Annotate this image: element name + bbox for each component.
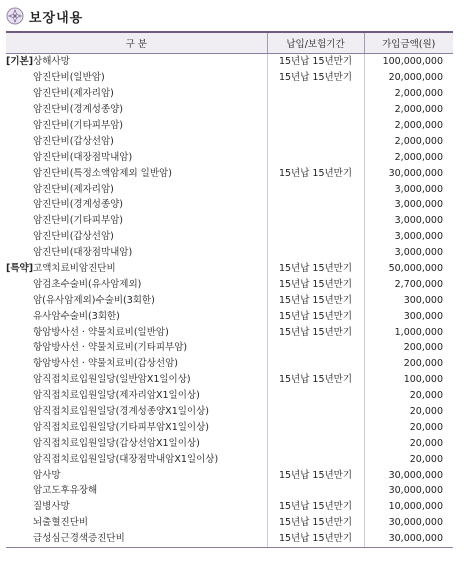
header-amount: 가입금액(원) xyxy=(364,32,453,54)
cell-amount: 30,000,000 xyxy=(364,483,453,499)
coverage-name: 암직접치료입원일당(경계성종양X1일이상) xyxy=(33,406,209,418)
table-row xyxy=(6,308,453,324)
cell-amount: 2,000,000 xyxy=(364,133,453,149)
cell-coverage-name xyxy=(6,197,267,213)
cell-coverage-name xyxy=(6,435,267,451)
cell-coverage-name xyxy=(6,451,267,467)
cell-period: 15년납 15년만기 xyxy=(267,70,364,86)
table-row xyxy=(6,86,453,102)
table-row xyxy=(6,54,453,70)
cell-period xyxy=(267,340,364,356)
cell-amount: 3,000,000 xyxy=(364,181,453,197)
coverage-name: 암진단비(제자리암) xyxy=(33,88,114,100)
table-row xyxy=(6,133,453,149)
cell-period xyxy=(267,451,364,467)
cell-coverage-name xyxy=(6,213,267,229)
coverage-name: 항암방사선 · 약물치료비(일반암) xyxy=(33,326,169,338)
cell-coverage-name xyxy=(6,86,267,102)
coverage-name: 뇌출혈진단비 xyxy=(33,517,89,529)
cell-coverage-name xyxy=(6,467,267,483)
coverage-name: 암직접치료입원일당(갑상선암X1일이상) xyxy=(33,437,200,449)
table-row xyxy=(6,356,453,372)
cell-coverage-name xyxy=(6,149,267,165)
table-row xyxy=(6,435,453,451)
table-row xyxy=(6,451,453,467)
cell-period: 15년납 15년만기 xyxy=(267,276,364,292)
cell-amount: 2,000,000 xyxy=(364,102,453,118)
page-title: 보장내용 xyxy=(29,10,84,26)
cell-coverage-name xyxy=(6,419,267,435)
cell-amount: 20,000 xyxy=(364,388,453,404)
cell-coverage-name xyxy=(6,531,267,547)
table-row xyxy=(6,531,453,547)
cell-coverage-name xyxy=(6,245,267,261)
table-body xyxy=(6,54,453,548)
cell-period xyxy=(267,435,364,451)
title-bar xyxy=(6,5,83,27)
table-row xyxy=(6,245,453,261)
table-row xyxy=(6,324,453,340)
table-row xyxy=(6,388,453,404)
coverage-name: 암진단비(특정소액암제외 일반암) xyxy=(33,167,172,179)
cell-amount: 100,000,000 xyxy=(364,54,453,70)
cell-coverage-name xyxy=(6,372,267,388)
cell-coverage-name xyxy=(6,165,267,181)
cell-period: 15년납 15년만기 xyxy=(267,324,364,340)
cell-coverage-name xyxy=(6,483,267,499)
cell-coverage-name xyxy=(6,54,267,70)
coverage-name: 암직접치료입원일당(기타피부암X1일이상) xyxy=(33,421,209,433)
coverage-name: 항암방사선 · 약물치료비(기타피부암) xyxy=(33,342,188,354)
coverage-name: 암(유사암제외)수술비(3회한) xyxy=(33,294,155,306)
table-row xyxy=(6,165,453,181)
table-row xyxy=(6,515,453,531)
table-row xyxy=(6,467,453,483)
coverage-name: 암검초수술비(유사암제외) xyxy=(33,278,142,290)
cell-amount: 30,000,000 xyxy=(364,165,453,181)
coverage-name: 암사망 xyxy=(33,469,61,481)
cell-amount: 300,000 xyxy=(364,292,453,308)
cell-coverage-name xyxy=(6,308,267,324)
cell-coverage-name xyxy=(6,133,267,149)
cell-amount: 1,000,000 xyxy=(364,324,453,340)
coverage-name: 질병사망 xyxy=(33,501,70,513)
cell-period xyxy=(267,197,364,213)
coverage-name: 암진단비(대장점막내암) xyxy=(33,247,133,259)
coverage-name: 암직접치료입원일당(대장점막내암X1일이상) xyxy=(33,453,219,465)
cell-coverage-name xyxy=(6,324,267,340)
cell-amount: 300,000 xyxy=(364,308,453,324)
cell-period: 15년납 15년만기 xyxy=(267,165,364,181)
table-row xyxy=(6,404,453,420)
cell-period: 15년납 15년만기 xyxy=(267,515,364,531)
coverage-name: 급성심근경색증진단비 xyxy=(33,533,125,545)
cell-amount: 30,000,000 xyxy=(364,515,453,531)
cell-period: 15년납 15년만기 xyxy=(267,499,364,515)
table-row xyxy=(6,102,453,118)
cell-period: 15년납 15년만기 xyxy=(267,292,364,308)
cell-amount: 100,000 xyxy=(364,372,453,388)
coverage-name: 항암방사선 · 약물치료비(갑상선암) xyxy=(33,358,178,370)
cell-amount: 2,000,000 xyxy=(364,118,453,134)
cell-coverage-name xyxy=(6,118,267,134)
coverage-name: 고액치료비암진단비 xyxy=(33,263,116,275)
cell-amount: 10,000,000 xyxy=(364,499,453,515)
table-row xyxy=(6,197,453,213)
cell-coverage-name xyxy=(6,515,267,531)
coverage-name: 암직접치료입원일당(일반암X1일이상) xyxy=(33,374,191,386)
table-row xyxy=(6,340,453,356)
cell-period xyxy=(267,245,364,261)
table-row xyxy=(6,213,453,229)
cell-period: 15년납 15년만기 xyxy=(267,531,364,547)
cell-period xyxy=(267,483,364,499)
cell-period: 15년납 15년만기 xyxy=(267,308,364,324)
cell-amount: 2,700,000 xyxy=(364,276,453,292)
coverage-name: 암진단비(갑상선암) xyxy=(33,135,114,147)
cell-period xyxy=(267,419,364,435)
cell-coverage-name xyxy=(6,499,267,515)
table-row xyxy=(6,261,453,277)
cell-period: 15년납 15년만기 xyxy=(267,54,364,70)
coverage-name: 암진단비(경계성종양) xyxy=(33,104,124,116)
coverage-name: 암진단비(갑상선암) xyxy=(33,231,114,243)
cell-amount: 50,000,000 xyxy=(364,261,453,277)
cell-period: 15년납 15년만기 xyxy=(267,372,364,388)
cell-coverage-name xyxy=(6,340,267,356)
cell-amount: 20,000,000 xyxy=(364,70,453,86)
table-row xyxy=(6,149,453,165)
cell-period xyxy=(267,181,364,197)
coverage-name: 암진단비(일반암) xyxy=(33,72,105,84)
table-row xyxy=(6,372,453,388)
cell-coverage-name xyxy=(6,229,267,245)
cell-amount: 20,000 xyxy=(364,404,453,420)
cell-amount: 20,000 xyxy=(364,451,453,467)
cell-period xyxy=(267,229,364,245)
cell-amount: 2,000,000 xyxy=(364,86,453,102)
cell-period: 15년납 15년만기 xyxy=(267,261,364,277)
cell-amount: 30,000,000 xyxy=(364,531,453,547)
coverage-tag: [기본] xyxy=(6,56,34,68)
table-row xyxy=(6,70,453,86)
cell-period xyxy=(267,388,364,404)
flower-icon xyxy=(6,7,24,25)
cell-coverage-name xyxy=(6,276,267,292)
cell-coverage-name xyxy=(6,404,267,420)
coverage-name: 암진단비(경계성종양) xyxy=(33,199,124,211)
coverage-tag: [특약] xyxy=(6,263,34,275)
coverage-name: 암진단비(제자리암) xyxy=(33,183,114,195)
table-row xyxy=(6,229,453,245)
cell-period xyxy=(267,149,364,165)
cell-period xyxy=(267,102,364,118)
coverage-name: 암진단비(대장점막내암) xyxy=(33,151,133,163)
cell-coverage-name xyxy=(6,356,267,372)
cell-period xyxy=(267,133,364,149)
header-period: 납입/보험기간 xyxy=(267,32,364,54)
cell-amount: 2,000,000 xyxy=(364,149,453,165)
coverage-table xyxy=(6,31,453,548)
cell-coverage-name xyxy=(6,70,267,86)
header-category: 구 분 xyxy=(6,32,267,54)
cell-amount: 200,000 xyxy=(364,356,453,372)
table-header-row xyxy=(6,32,453,54)
table-row xyxy=(6,118,453,134)
coverage-name: 암진단비(기타피부암) xyxy=(33,120,124,131)
table-row xyxy=(6,276,453,292)
table-row xyxy=(6,181,453,197)
cell-amount: 3,000,000 xyxy=(364,229,453,245)
cell-amount: 20,000 xyxy=(364,419,453,435)
coverage-name: 암고도후유장해 xyxy=(33,485,98,497)
cell-amount: 200,000 xyxy=(364,340,453,356)
cell-coverage-name xyxy=(6,292,267,308)
cell-period xyxy=(267,213,364,229)
cell-amount: 3,000,000 xyxy=(364,213,453,229)
cell-amount: 20,000 xyxy=(364,435,453,451)
cell-amount: 3,000,000 xyxy=(364,197,453,213)
cell-period: 15년납 15년만기 xyxy=(267,467,364,483)
coverage-name: 암직접치료입원일당(제자리암X1일이상) xyxy=(33,390,200,402)
cell-period xyxy=(267,356,364,372)
cell-coverage-name xyxy=(6,102,267,118)
coverage-name: 유사암수술비(3회한) xyxy=(33,310,120,322)
table-row xyxy=(6,292,453,308)
cell-coverage-name xyxy=(6,261,267,277)
cell-coverage-name xyxy=(6,388,267,404)
cell-period xyxy=(267,118,364,134)
coverage-name: 상해사망 xyxy=(33,56,70,68)
cell-coverage-name xyxy=(6,181,267,197)
cell-amount: 3,000,000 xyxy=(364,245,453,261)
table-row xyxy=(6,499,453,515)
cell-amount: 30,000,000 xyxy=(364,467,453,483)
table-row xyxy=(6,483,453,499)
cell-period xyxy=(267,86,364,102)
table-row xyxy=(6,419,453,435)
cell-period xyxy=(267,404,364,420)
coverage-name: 암진단비(기타피부암) xyxy=(33,215,124,227)
